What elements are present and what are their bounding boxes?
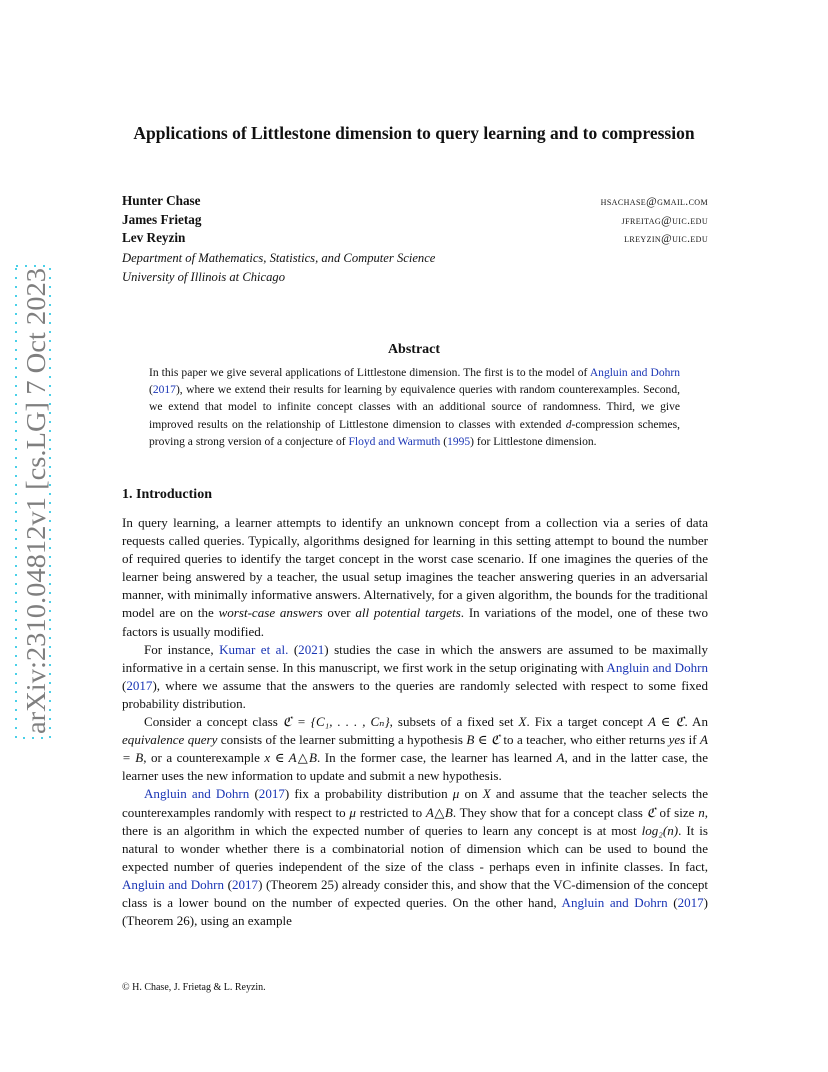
author-name: Lev Reyzin (122, 230, 186, 245)
math-expression: log₂(n) (641, 822, 679, 838)
math-expression: x ∈ A△B (264, 750, 317, 766)
text-run: ( (249, 786, 259, 802)
citation-year-link[interactable]: 2017 (152, 384, 176, 397)
emphasis: yes (668, 732, 686, 748)
emphasis: all potential targets (355, 605, 461, 621)
paper-title: Applications of Littlestone dimension to query learning and to compression (133, 123, 695, 143)
math-variable: d (565, 418, 572, 431)
text-run: ( (288, 641, 299, 657)
text-run: ) fix a probability distribution (284, 786, 453, 802)
abstract-text (149, 365, 680, 451)
abstract-text-run: ) for Littlestone dimension. (470, 435, 597, 448)
text-run: . An (684, 714, 708, 730)
citation-year-link[interactable]: 2021 (298, 641, 325, 657)
text-run: For instance, (144, 641, 220, 657)
text-run: ) studies the case in which the answers are assumed to be maximally informative in a certain sense. In this manuscript, we first work in the setup originating with (122, 641, 708, 675)
math-expression: ℭ = {C₁, . . . , Cₙ} (282, 714, 390, 730)
text-run: if (685, 732, 701, 748)
text-run: , or a counterexample (143, 750, 265, 766)
text-run: restricted to (355, 804, 426, 820)
text-run: ) (Theorem 26), using an example (122, 894, 709, 929)
affiliation-university: University of Illinois at Chicago (122, 269, 286, 284)
author-block (122, 193, 708, 287)
abstract-text-run: ( (149, 384, 153, 397)
citation-year-link[interactable]: 1995 (447, 435, 471, 448)
math-variable: μ (349, 804, 356, 820)
abstract-text-run: ), where we extend their results for learning by equivalence queries with random counterexamples. Second, we extend that model to infinite concept classes with an additional source of randomness. Third, we give improved results on the relationship of Littlestone dimension to classes with extended (149, 384, 680, 431)
math-expression: B ∈ ℭ (466, 732, 500, 748)
body-text (122, 514, 708, 930)
section-heading: 1. Introduction (122, 487, 212, 502)
text-run: over (322, 605, 356, 621)
text-run: . It is natural to wonder whether there is a combinatorial notion of dimension which can be used to bound the expected number of queries independent of the size of the class - perhaps even in infinite classes. In fact, (122, 822, 708, 874)
math-expression: A = B (122, 732, 708, 766)
math-expression: A△B (425, 804, 453, 820)
text-run: to a teacher, who either returns (500, 732, 669, 748)
copyright-footer: © H. Chase, J. Frietag & L. Reyzin. (122, 982, 266, 993)
abstract-text-run: In this paper we give several applications of Littlestone dimension. The first is to the model of (149, 367, 590, 379)
paragraph (122, 785, 708, 930)
citation-link[interactable]: Angluin and Dohrn (144, 786, 250, 802)
text-run: , subsets of a fixed set (389, 714, 519, 730)
citation-link[interactable]: Angluin and Dohrn (606, 659, 709, 675)
paragraph (122, 713, 708, 785)
abstract-heading: Abstract (387, 342, 441, 357)
author-name: James Frietag (122, 211, 202, 227)
text-run: and assume that the teacher selects the counterexamples randomly with respect to (122, 786, 708, 820)
citation-link[interactable]: Angluin and Dohrn (589, 367, 680, 379)
citation-link[interactable]: Floyd and Warmuth (348, 435, 441, 448)
text-run: ( (224, 876, 232, 892)
text-run: of size (655, 804, 699, 820)
author-email[interactable]: jfreitag@uic.edu (621, 214, 708, 227)
paragraph (122, 514, 708, 641)
text-run: ) (Theorem 25) already consider this, and show that the VC-dimension of the concept class is a lower bound on the number of expected queries. On the other hand, (122, 876, 709, 910)
citation-year-link[interactable]: 2017 (231, 876, 259, 892)
text-run: . Fix a target concept (526, 714, 648, 730)
text-run: ( (122, 677, 127, 693)
math-variable: ℭ (646, 804, 656, 820)
text-run: on (459, 786, 483, 802)
emphasis: worst-case answers (218, 605, 323, 621)
text-run: , there is an algorithm in which the expected number of queries to learn any concept is at most (122, 804, 708, 838)
author-email[interactable]: hsachase@gmail.com (600, 196, 708, 208)
math-variable: A (556, 750, 565, 766)
emphasis: equivalence query (122, 732, 218, 748)
abstract-text-run: -compression schemes, proving a strong version of a conjecture of (149, 418, 680, 448)
text-run: In query learning, a learner attempts to identify an unknown concept from a collection via a series of data requests called queries. Typically, algorithms designed for learning in this setting attempt to bound the number of required queries to identify the target concept in the worst case scenario. If one imagines the queries of the learner being answered by a teacher, the usual setup imagines the teacher answering queries in an adversarial manner, with minimally informative answers. Alternatively, for a given algorithm, the bounds for the traditional model are on the (122, 515, 708, 621)
citation-link[interactable]: Angluin and Dohrn (561, 894, 668, 910)
citation-year-link[interactable]: 2017 (258, 786, 285, 802)
math-variable: X (518, 714, 527, 730)
abstract-text-run: ( (440, 435, 448, 448)
text-run: ( (667, 894, 678, 910)
text-run: . In the former case, the learner has learned (317, 750, 557, 766)
citation-year-link[interactable]: 2017 (126, 677, 153, 693)
citation-link[interactable]: Angluin and Dohrn (122, 876, 225, 892)
text-run: . In variations of the model, one of these two factors is usually modified. (122, 605, 708, 639)
math-variable: X (482, 786, 491, 802)
citation-link[interactable]: Kumar et al. (219, 641, 289, 657)
arxiv-id-text: arXiv:2310.04812v1 [cs.LG] 7 Oct 2023 (20, 284, 51, 734)
text-run: ), where we assume that the answers to the queries are randomly selected with respect to some fixed probability distribution. (122, 677, 708, 711)
text-run: . They show that for a concept class (452, 804, 647, 820)
arxiv-identifier-stamp (4, 262, 60, 742)
author-email[interactable]: lreyzin@uic.edu (624, 233, 708, 245)
citation-year-link[interactable]: 2017 (677, 894, 704, 910)
text-run: , and in the latter case, the learner uses the new information to update and submit a new hypothesis. (122, 750, 708, 784)
text-run: Consider a concept class (144, 714, 283, 730)
author-row (122, 212, 708, 231)
author-row (122, 193, 708, 212)
math-expression: A ∈ ℭ (647, 714, 685, 730)
author-name: Hunter Chase (122, 193, 201, 208)
affiliation-department: Department of Mathematics, Statistics, and Computer Science (122, 250, 436, 265)
math-variable: n (698, 804, 705, 820)
paragraph (122, 641, 708, 713)
author-row (122, 230, 708, 249)
text-run: consists of the learner submitting a hypothesis (217, 732, 467, 748)
math-variable: μ (452, 786, 460, 802)
